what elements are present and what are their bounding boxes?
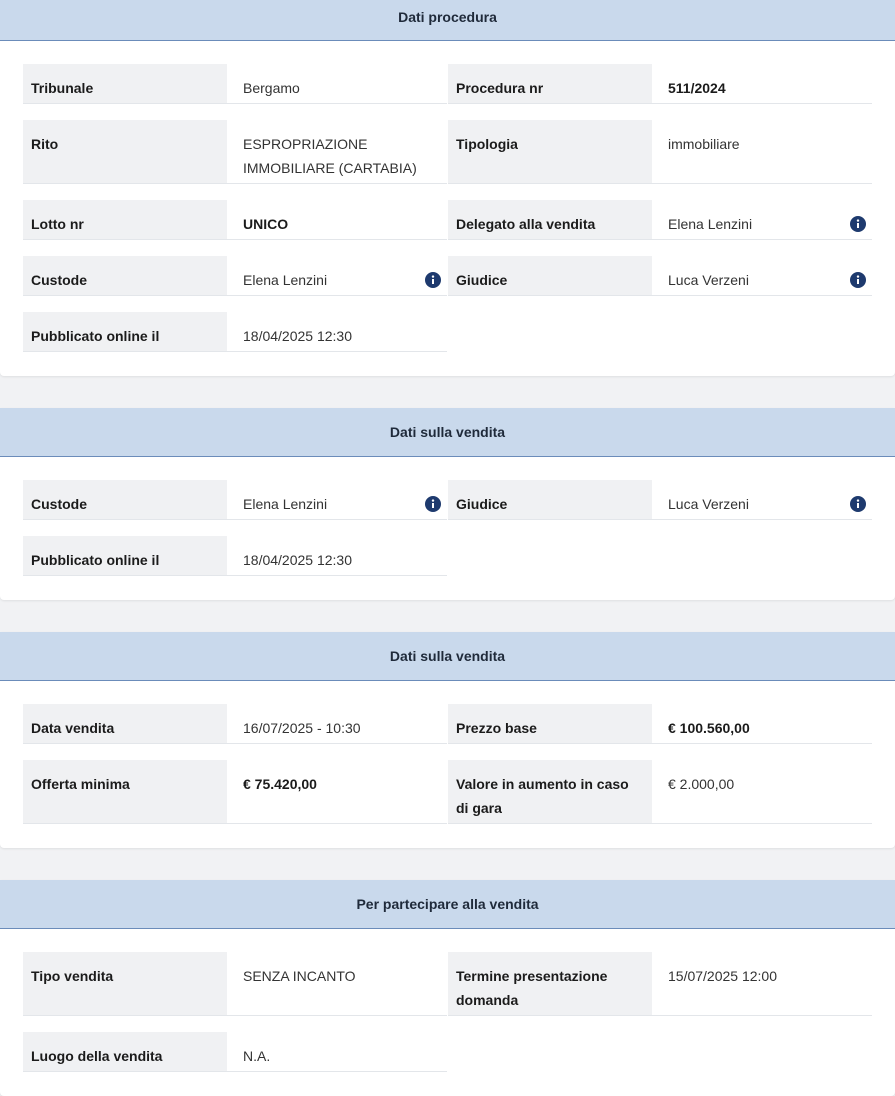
field-label: Data vendita	[23, 704, 227, 743]
field-value: ESPROPRIAZIONE IMMOBILIARE (CARTABIA)	[243, 136, 417, 176]
field-value: Luca Verzeni	[668, 496, 749, 512]
field-value: SENZA INCANTO	[243, 968, 356, 984]
field-row	[23, 480, 447, 520]
field-label: Custode	[23, 480, 227, 519]
section-title: Dati procedura	[0, 0, 895, 41]
section-dati-vendita-1	[0, 408, 895, 600]
field-label: Giudice	[448, 480, 652, 519]
info-icon[interactable]	[425, 496, 441, 512]
field-row	[23, 200, 447, 240]
field-value: 18/04/2025 12:30	[243, 552, 352, 568]
field-value: € 75.420,00	[243, 776, 317, 792]
field-row	[448, 760, 872, 824]
section-dati-procedura	[0, 0, 895, 376]
field-row	[448, 704, 872, 744]
field-label: Lotto nr	[23, 200, 227, 239]
section-title: Per partecipare alla vendita	[0, 880, 895, 929]
field-row	[448, 952, 872, 1016]
field-row	[448, 480, 872, 520]
field-row	[448, 120, 872, 184]
field-value: Elena Lenzini	[243, 272, 328, 288]
field-row	[448, 256, 872, 296]
field-label: Rito	[23, 120, 227, 183]
section-partecipare	[0, 880, 895, 1096]
field-row	[23, 704, 447, 744]
field-row	[23, 256, 447, 296]
field-label: Pubblicato online il	[23, 312, 227, 351]
field-label: Procedura nr	[448, 64, 652, 103]
field-label: Termine presentazione domanda	[448, 952, 652, 1015]
info-icon[interactable]	[850, 272, 866, 288]
field-value: immobiliare	[668, 136, 740, 152]
field-value: Elena Lenzini	[668, 216, 753, 232]
field-label: Custode	[23, 256, 227, 295]
field-label: Luogo della vendita	[23, 1032, 227, 1071]
field-row	[23, 1032, 447, 1072]
field-value: € 2.000,00	[668, 776, 735, 792]
field-value: 16/07/2025 - 10:30	[243, 720, 361, 736]
field-value: 15/07/2025 12:00	[668, 968, 777, 984]
field-value: Elena Lenzini	[243, 496, 328, 512]
field-value: Luca Verzeni	[668, 272, 749, 288]
field-row	[23, 536, 447, 576]
field-value: UNICO	[243, 216, 289, 232]
field-row	[448, 64, 872, 104]
field-row	[23, 120, 447, 184]
section-title: Dati sulla vendita	[0, 632, 895, 681]
field-label: Delegato alla vendita	[448, 200, 652, 239]
section-dati-vendita-2	[0, 632, 895, 848]
field-label: Giudice	[448, 256, 652, 295]
field-label: Valore in aumento in caso di gara	[448, 760, 652, 823]
field-row	[23, 760, 447, 824]
field-value: 18/04/2025 12:30	[243, 328, 352, 344]
field-row	[448, 200, 872, 240]
field-label: Tribunale	[23, 64, 227, 103]
field-label: Prezzo base	[448, 704, 652, 743]
field-label: Tipo vendita	[23, 952, 227, 1015]
field-label: Offerta minima	[23, 760, 227, 823]
section-title: Dati sulla vendita	[0, 408, 895, 457]
field-value: Bergamo	[243, 80, 300, 96]
field-label: Tipologia	[448, 120, 652, 183]
info-icon[interactable]	[425, 272, 441, 288]
field-value: 511/2024	[668, 80, 726, 96]
field-row	[23, 64, 447, 104]
field-value: € 100.560,00	[668, 720, 750, 736]
field-value: N.A.	[243, 1048, 271, 1064]
info-icon[interactable]	[850, 216, 866, 232]
field-row	[23, 312, 447, 352]
field-row	[23, 952, 447, 1016]
info-icon[interactable]	[850, 496, 866, 512]
field-label: Pubblicato online il	[23, 536, 227, 575]
